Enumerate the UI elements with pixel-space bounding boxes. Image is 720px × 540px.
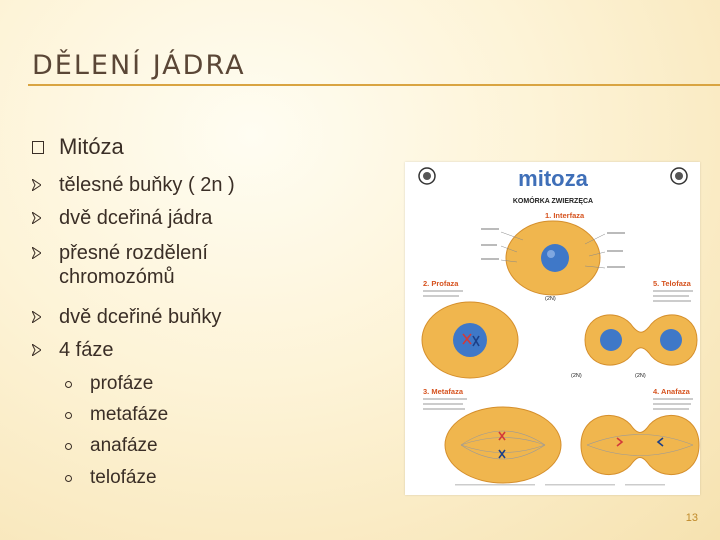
- mitosis-diagram: [405, 162, 700, 495]
- circle-bullet-icon: [65, 412, 72, 419]
- sub-list-item-text: telofáze: [90, 467, 157, 488]
- poster-title: mitoza: [518, 166, 588, 191]
- stage-label: 5. Telofaza: [653, 279, 691, 288]
- page-number: 13: [685, 512, 698, 524]
- telophase-nucleus: [600, 329, 622, 351]
- interphase-nucleus: [541, 244, 569, 272]
- arrow-bullet-icon: [32, 247, 41, 259]
- prophase-nucleus: [453, 323, 487, 357]
- sub-list-item-text: metafáze: [90, 404, 169, 425]
- list-item-text: dvě dceřiná jádra: [59, 207, 213, 229]
- sub-list-item-text: anafáze: [90, 435, 158, 456]
- metaphase-cell: [445, 407, 561, 483]
- stage-label: 1. Interfaza: [545, 211, 585, 220]
- anaphase-cell: [581, 415, 699, 474]
- slide-title: DĚLENÍ JÁDRA: [32, 50, 246, 81]
- title-underline: [28, 84, 720, 86]
- list-item-text: 4 fáze: [59, 339, 114, 361]
- arrow-bullet-icon: [32, 311, 41, 323]
- list-item-text: přesné rozdělení chromozómů: [59, 242, 208, 288]
- telophase-nucleus: [660, 329, 682, 351]
- mitosis-poster-image: [405, 162, 700, 495]
- circle-bullet-icon: [65, 475, 72, 482]
- stage-label: 2. Profaza: [423, 279, 459, 288]
- circle-bullet-icon: [65, 443, 72, 450]
- square-bullet-icon: [32, 141, 44, 154]
- ploidy-label: (2N): [545, 296, 556, 302]
- list-item-text: dvě dceřiné buňky: [59, 306, 222, 328]
- stage-label: 4. Anafaza: [653, 387, 690, 396]
- heading-bullet-text: Mitóza: [59, 134, 124, 159]
- ploidy-label: (2N): [635, 373, 646, 379]
- stage-label: 3. Metafaza: [423, 387, 464, 396]
- arrow-bullet-icon: [32, 179, 41, 191]
- sub-list-item-text: profáze: [90, 373, 154, 394]
- arrow-bullet-icon: [32, 344, 41, 356]
- ploidy-label: (2N): [571, 373, 582, 379]
- circle-bullet-icon: [65, 381, 72, 388]
- arrow-bullet-icon: [32, 212, 41, 224]
- poster-subtitle: KOMÓRKA ZWIERZĘCA: [512, 198, 594, 205]
- list-item-text: tělesné buňky ( 2n ): [59, 174, 235, 196]
